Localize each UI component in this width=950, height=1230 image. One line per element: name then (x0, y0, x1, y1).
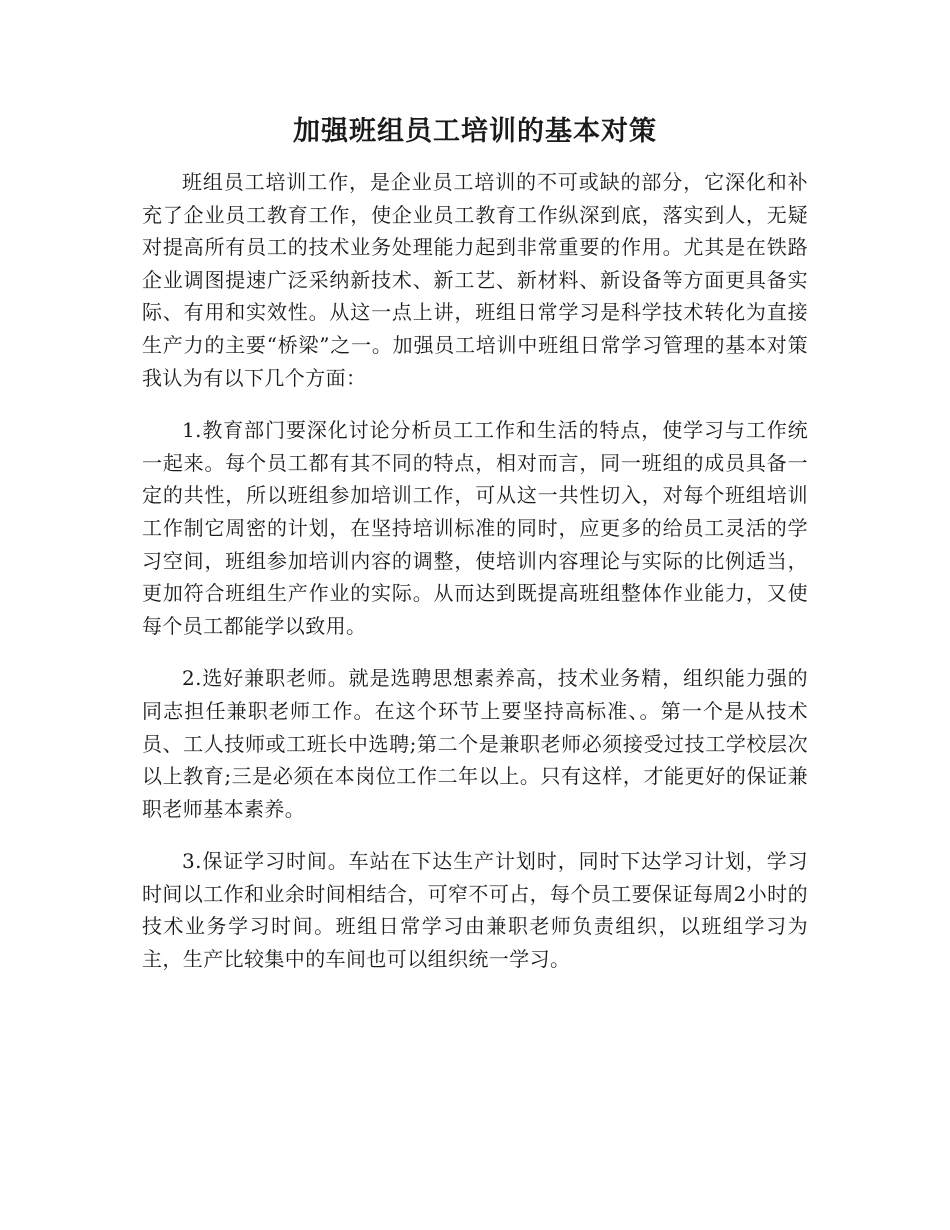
paragraph-point-2: 2.选好兼职老师。就是选聘思想素养高，技术业务精，组织能力强的同志担任兼职老师工作。在这个环节上要坚持高标准、。第一个是从技术员、工人技师或工班长中选聘;第二个是兼职老师必须接受过技工学校层次以上教育;三是必须在本岗位工作二年以上。只有这样，才能更好的保证兼职老师基本素养。 (142, 666, 808, 821)
document-title: 加强班组员工培训的基本对策 (293, 116, 657, 147)
document-body (142, 166, 808, 996)
paragraph-intro: 班组员工培训工作，是企业员工培训的不可或缺的部分，它深化和补充了企业员工教育工作，使企业员工教育工作纵深到底，落实到人，无疑对提高所有员工的技术业务处理能力起到非常重要的作用。尤其是在铁路企业调图提速广泛采纳新技术、新工艺、新材料、新设备等方面更具备实际、有用和实效性。从这一点上讲，班组日常学习是科学技术转化为直接生产力的主要“桥梁”之一。加强员工培训中班组日常学习管理的基本对策我认为有以下几个方面： (142, 170, 808, 390)
paragraph-point-3: 3.保证学习时间。车站在下达生产计划时，同时下达学习计划，学习时间以工作和业余时间相结合，可窄不可占，每个员工要保证每周2小时的技术业务学习时间。班组日常学习由兼职老师负责组织，以班组学习为主，生产比较集中的车间也可以组织统一学习。 (142, 849, 808, 972)
paragraph-point-1: 1.教育部门要深化讨论分析员工工作和生活的特点，使学习与工作统一起来。每个员工都有其不同的特点，相对而言，同一班组的成员具备一定的共性，所以班组参加培训工作，可从这一共性切入，对每个班组培训工作制它周密的计划，在坚持培训标准的同时，应更多的给员工灵活的学习空间，班组参加培训内容的调整，使培训内容理论与实际的比例适当，更加符合班组生产作业的实际。从而达到既提高班组整体作业能力，又使每个员工都能学以致用。 (142, 418, 808, 638)
